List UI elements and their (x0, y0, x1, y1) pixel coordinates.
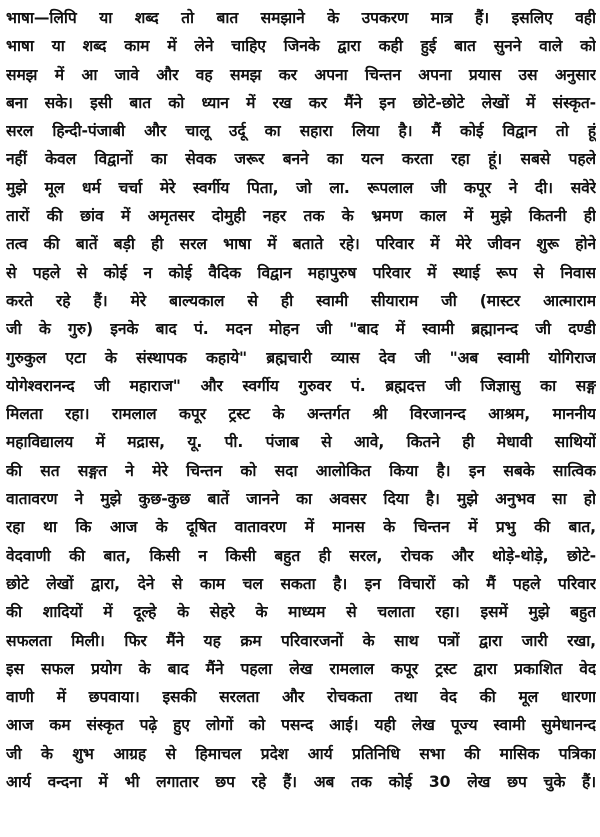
text-line: गुरुकुल एटा के संस्थापक कहाये" ब्रह्मचारी व्यास देव जी "अब स्वामी योगिराज (6, 348, 596, 367)
text-line: वातावरण ने मुझे कुछ-कुछ बातें जानने का अवसर दिया है। मुझे अनुभव सा हो (6, 490, 596, 509)
text-line: योगेश्वरानन्द जी महाराज" और स्वर्गीय गुरुवर पं. ब्रह्मदत्त जी जिज्ञासु का सङ्ग (6, 376, 596, 395)
text-line: सफलता मिली। फिर मैंने यह क्रम परिवारजनों के साथ पत्रों द्वारा जारी रखा, (6, 631, 596, 650)
text-line: बना सके। इसी बात को ध्यान में रख कर मैंने इन छोटे-छोटे लेखों में संस्कृत- (6, 93, 596, 112)
text-line: समझ में आ जावे और वह समझ कर अपना चिन्तन अपना प्रयास उस अनुसार (6, 65, 596, 84)
text-line: आज कम संस्कृत पढ़े हुए लोगों को पसन्द आई। यही लेख पूज्य स्वामी सुमेधानन्द (6, 716, 596, 735)
text-line: जी के शुभ आग्रह से हिमाचल प्रदेश आर्य प्रतिनिधि सभा की मासिक पत्रिका (6, 744, 596, 763)
text-line: मिलता रहा। रामलाल कपूर ट्रस्ट के अन्तर्गत श्री विरजानन्द आश्रम, माननीय (6, 405, 596, 424)
text-line: भाषा या शब्द काम में लेने चाहिए जिनके द्वारा कही हुई बात सुनने वाले को (6, 37, 596, 56)
text-line: नहीं केवल विद्वानों का सेवक जरूर बनने का यत्न करता रहा हूं। सबसे पहले (6, 150, 596, 169)
text-line: की शादियों में दूल्हे के सेहरे के माध्यम से चलाता रहा। इसमें मुझे बहुत (6, 603, 596, 622)
text-line: छोटे लेखों द्वारा, देने से काम चल सकता है। इन विचारों को मैं पहले परिवार (6, 574, 596, 593)
text-line: जी के गुरु) इनके बाद पं. मदन मोहन जी "बाद में स्वामी ब्रह्मानन्द जी दण्डी (6, 320, 596, 339)
text-line: मुझे मूल धर्म चर्चा मेरे स्वर्गीय पिता, जो ला. रूपलाल जी कपूर ने दी। सवेरे (6, 178, 596, 197)
text-line: वाणी में छपवाया। इसकी सरलता और रोचकता तथा वेद की मूल धारणा (6, 688, 596, 707)
text-line: तत्व की बातें बड़ी ही सरल भाषा में बताते रहे। परिवार में मेरे जीवन शुरू होने (6, 235, 596, 254)
text-line: इस सफल प्रयोग के बाद मैंने पहला लेख रामलाल कपूर ट्रस्ट द्वारा प्रकाशित वेद (6, 659, 596, 678)
text-line: भाषा—लिपि या शब्द तो बात समझाने के उपकरण मात्र हैं। इसलिए वही (6, 9, 596, 27)
text-line: रहा था कि आज के दूषित वातावरण में मानस के चिन्तन में प्रभु की बात, (6, 518, 596, 537)
text-line: वेदवाणी की बात, किसी न किसी बहुत ही सरल, रोचक और थोड़े-थोड़े, छोटे- (6, 546, 596, 565)
text-line: से पहले से कोई न कोई वैदिक विद्वान महापुरुष परिवार में स्थाई रूप से निवास (6, 263, 596, 282)
text-line: की सत सङ्गत ने मेरे चिन्तन को सदा आलोकित किया है। इन सबके सात्विक (6, 461, 596, 480)
text-line: महाविद्यालय में मद्रास, यू. पी. पंजाब से आवे, कितने ही मेधावी साथियों (6, 433, 596, 452)
text-line: सरल हिन्दी-पंजाबी और चालू उर्दू का सहारा लिया है। मैं कोई विद्वान तो हूं (6, 122, 596, 141)
text-line: आर्य वन्दना में भी लगातार छप रहे हैं। अब तक कोई 30 लेख छप चुके हैं। (6, 773, 596, 792)
text-line: तारों की छांव में अमृतसर दोमुही नहर तक के भ्रमण काल में मुझे कितनी ही (6, 207, 596, 226)
text-line: करते रहे हैं। मेरे बाल्यकाल से ही स्वामी सीयाराम जी (मास्टर आत्माराम (6, 291, 596, 310)
